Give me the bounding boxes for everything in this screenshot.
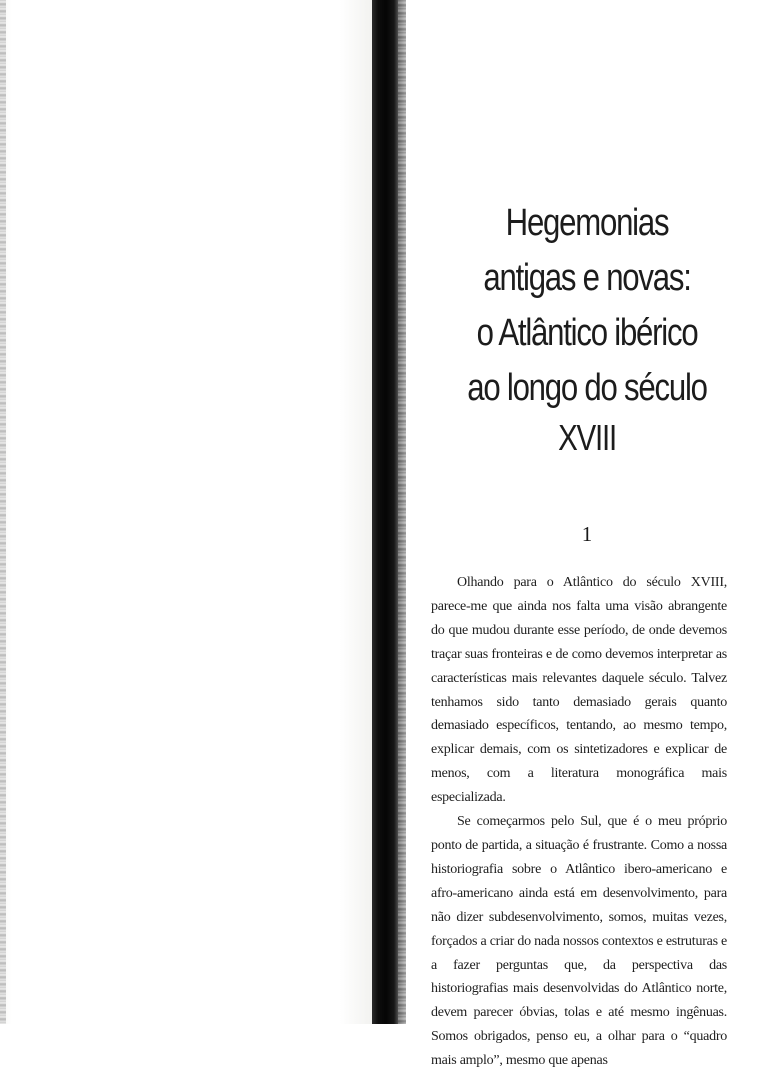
chapter-title-line: XVIII [558,417,616,458]
chapter-title-line: o Atlântico ibérico [476,312,698,354]
chapter-title-line: ao longo do século [467,367,707,409]
right-page [406,0,768,1069]
body-text [431,571,727,1073]
left-blank-page [0,0,372,1024]
section-number: 1 [581,522,593,546]
chapter-title-line: antigas e novas: [483,257,691,299]
chapter-title-line: Hegemonias [505,202,669,244]
paragraph: Olhando para o Atlântico do século XVIII, parece-me que ainda nos falta uma visão abrangente do que mudou durante esse período, de onde devemos traçar suas fronteiras e de como devemos interpretar as características mais relevantes daquele século. Talvez tenhamos sido tanto demasiado gerais quanto demasiado específicos, tentando, ao mesmo tempo, explicar demais, com os sintetizadores e explicar de menos, com a literatura monográfica mais especializada. [431,575,727,806]
left-page-edge [0,0,6,1024]
chapter-title [439,196,736,460]
paragraph: Se começarmos pelo Sul, que é o meu próprio ponto de partida, a situação é frustrante. Como a nossa historiografia sobre o Atlântico ibero-americano e afro-americano ainda está em desenvolvimento, para não dizer subdesenvolvimento, somos, muitas vezes, forçados a criar do nada nossos contextos e estruturas e a fazer perguntas que, da perspectiva das historiografias mais desenvolvidas do Atlântico norte, devem parecer óbvias, tolas e até mesmo ingênuas. Somos obrigados, penso eu, a olhar para o “quadro mais amplo”, mesmo que apenas [431,814,727,1069]
